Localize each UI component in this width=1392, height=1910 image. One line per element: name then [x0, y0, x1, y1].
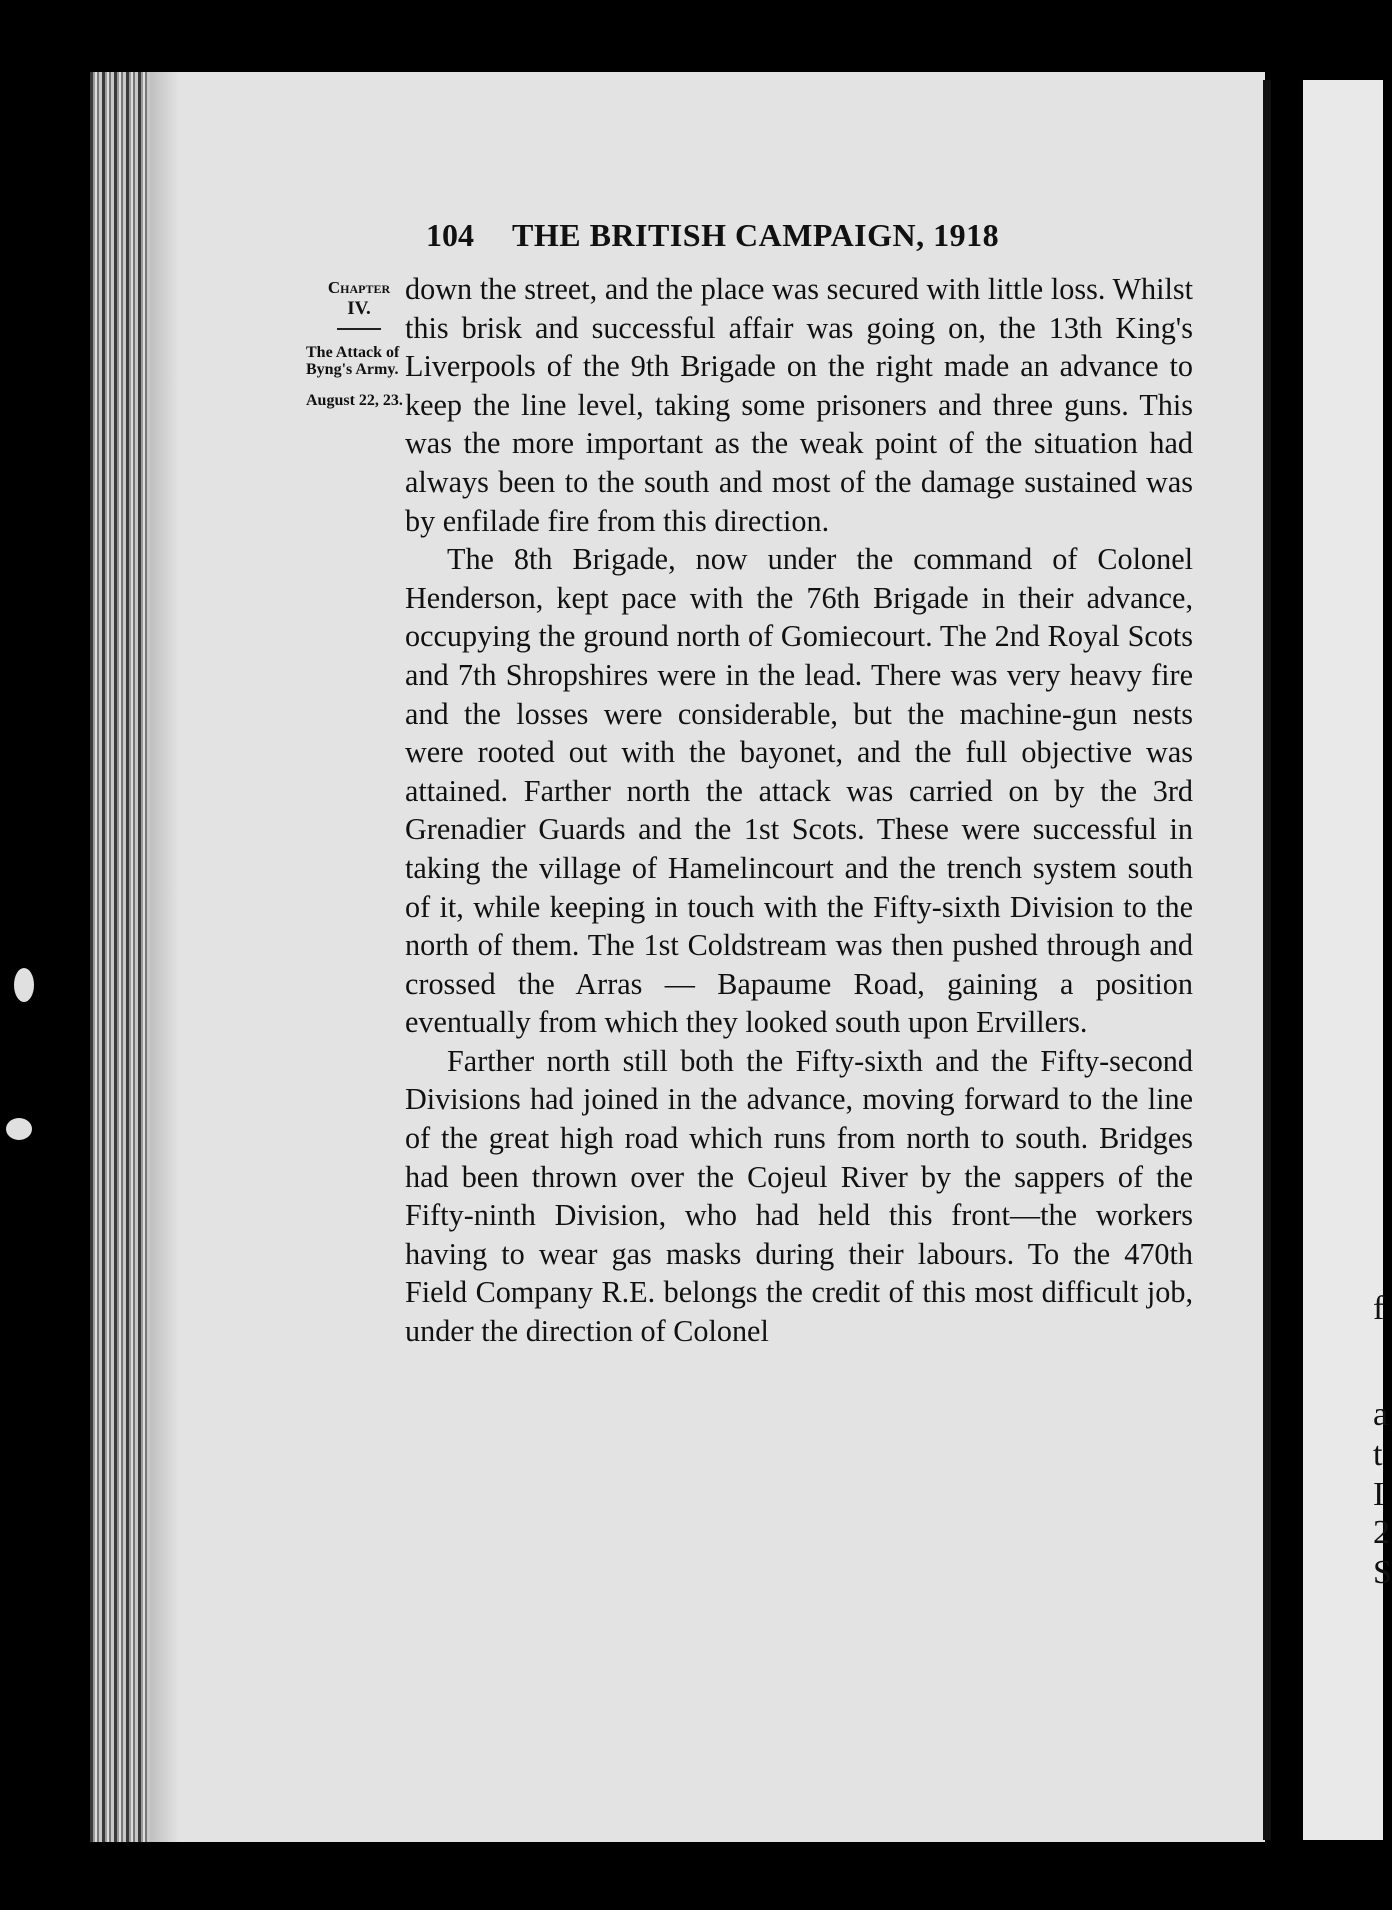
page-number: 104 — [426, 216, 474, 253]
body-text — [405, 270, 1193, 1351]
facing-page-fragment: I — [1373, 1476, 1385, 1513]
binding-shadow — [150, 72, 182, 1842]
margin-rule — [337, 328, 381, 330]
facing-page-fragment: f — [1373, 1290, 1385, 1327]
scan-blot — [6, 1118, 32, 1140]
paragraph: down the street, and the place was secured with little loss. Whilst this brisk and successful affair was going on, the 13th King's Liverpools of the 9th Brigade on the right made an advance to keep the line level, taking some prisoners and three guns. This was the more important as the weak point of the situation had always been to the south and most of the damage sustained was by enfilade fire from this direction. — [405, 272, 1193, 538]
facing-page-fragment: t — [1373, 1436, 1383, 1473]
facing-page-fragment: 2 — [1373, 1514, 1390, 1551]
facing-page-edge — [1303, 80, 1392, 1840]
running-header — [426, 212, 1076, 258]
page-edge — [1263, 80, 1271, 1840]
margin-notes — [300, 278, 418, 410]
chapter-number: IV. — [347, 298, 371, 319]
facing-page-fragment: S — [1373, 1554, 1392, 1591]
facing-page-fragment: a — [1373, 1396, 1389, 1433]
running-title: THE BRITISH CAMPAIGN, 1918 — [512, 216, 1000, 253]
paragraph: Farther north still both the Fifty-sixth and the Fifty-second Divisions had joined in the advance, moving forward to the line of the great high road which runs from north to south. Bridges had been thrown over the Cojeul River by the sappers of the Fifty-ninth Division, who had held this front—the workers having to wear gas masks during their labours. To the 470th Field Company R.E. belongs the credit of this most difficult job, under the direction of Colonel — [405, 1043, 1193, 1349]
paragraph: The 8th Brigade, now under the command of Colonel Henderson, kept pace with the 76th Brigade in their advance, occupying the ground north of Gomiecourt. The 2nd Royal Scots and 7th Shropshires were in the lead. There was very heavy fire and the losses were considerable, but the machine-gun nests were rooted out with the bayonet, and the full objective was attained. Farther north the attack was carried on by the 3rd Grenadier Guards and the 1st Scots. These were successful in taking the village of Hamelincourt and the trench system south of it, while keeping in touch with the Fifty-sixth Division to the north of them. The 1st Coldstream was then pushed through and crossed the Arras — Bapaume Road, gaining a position eventually from which they looked south upon Ervillers. — [405, 542, 1193, 1040]
margin-date: August 22, 23. — [306, 392, 403, 409]
margin-topic: The Attack of Byng's Army. — [306, 344, 400, 378]
chapter-label: Chapter — [327, 278, 391, 297]
scan-blot — [14, 968, 34, 1002]
